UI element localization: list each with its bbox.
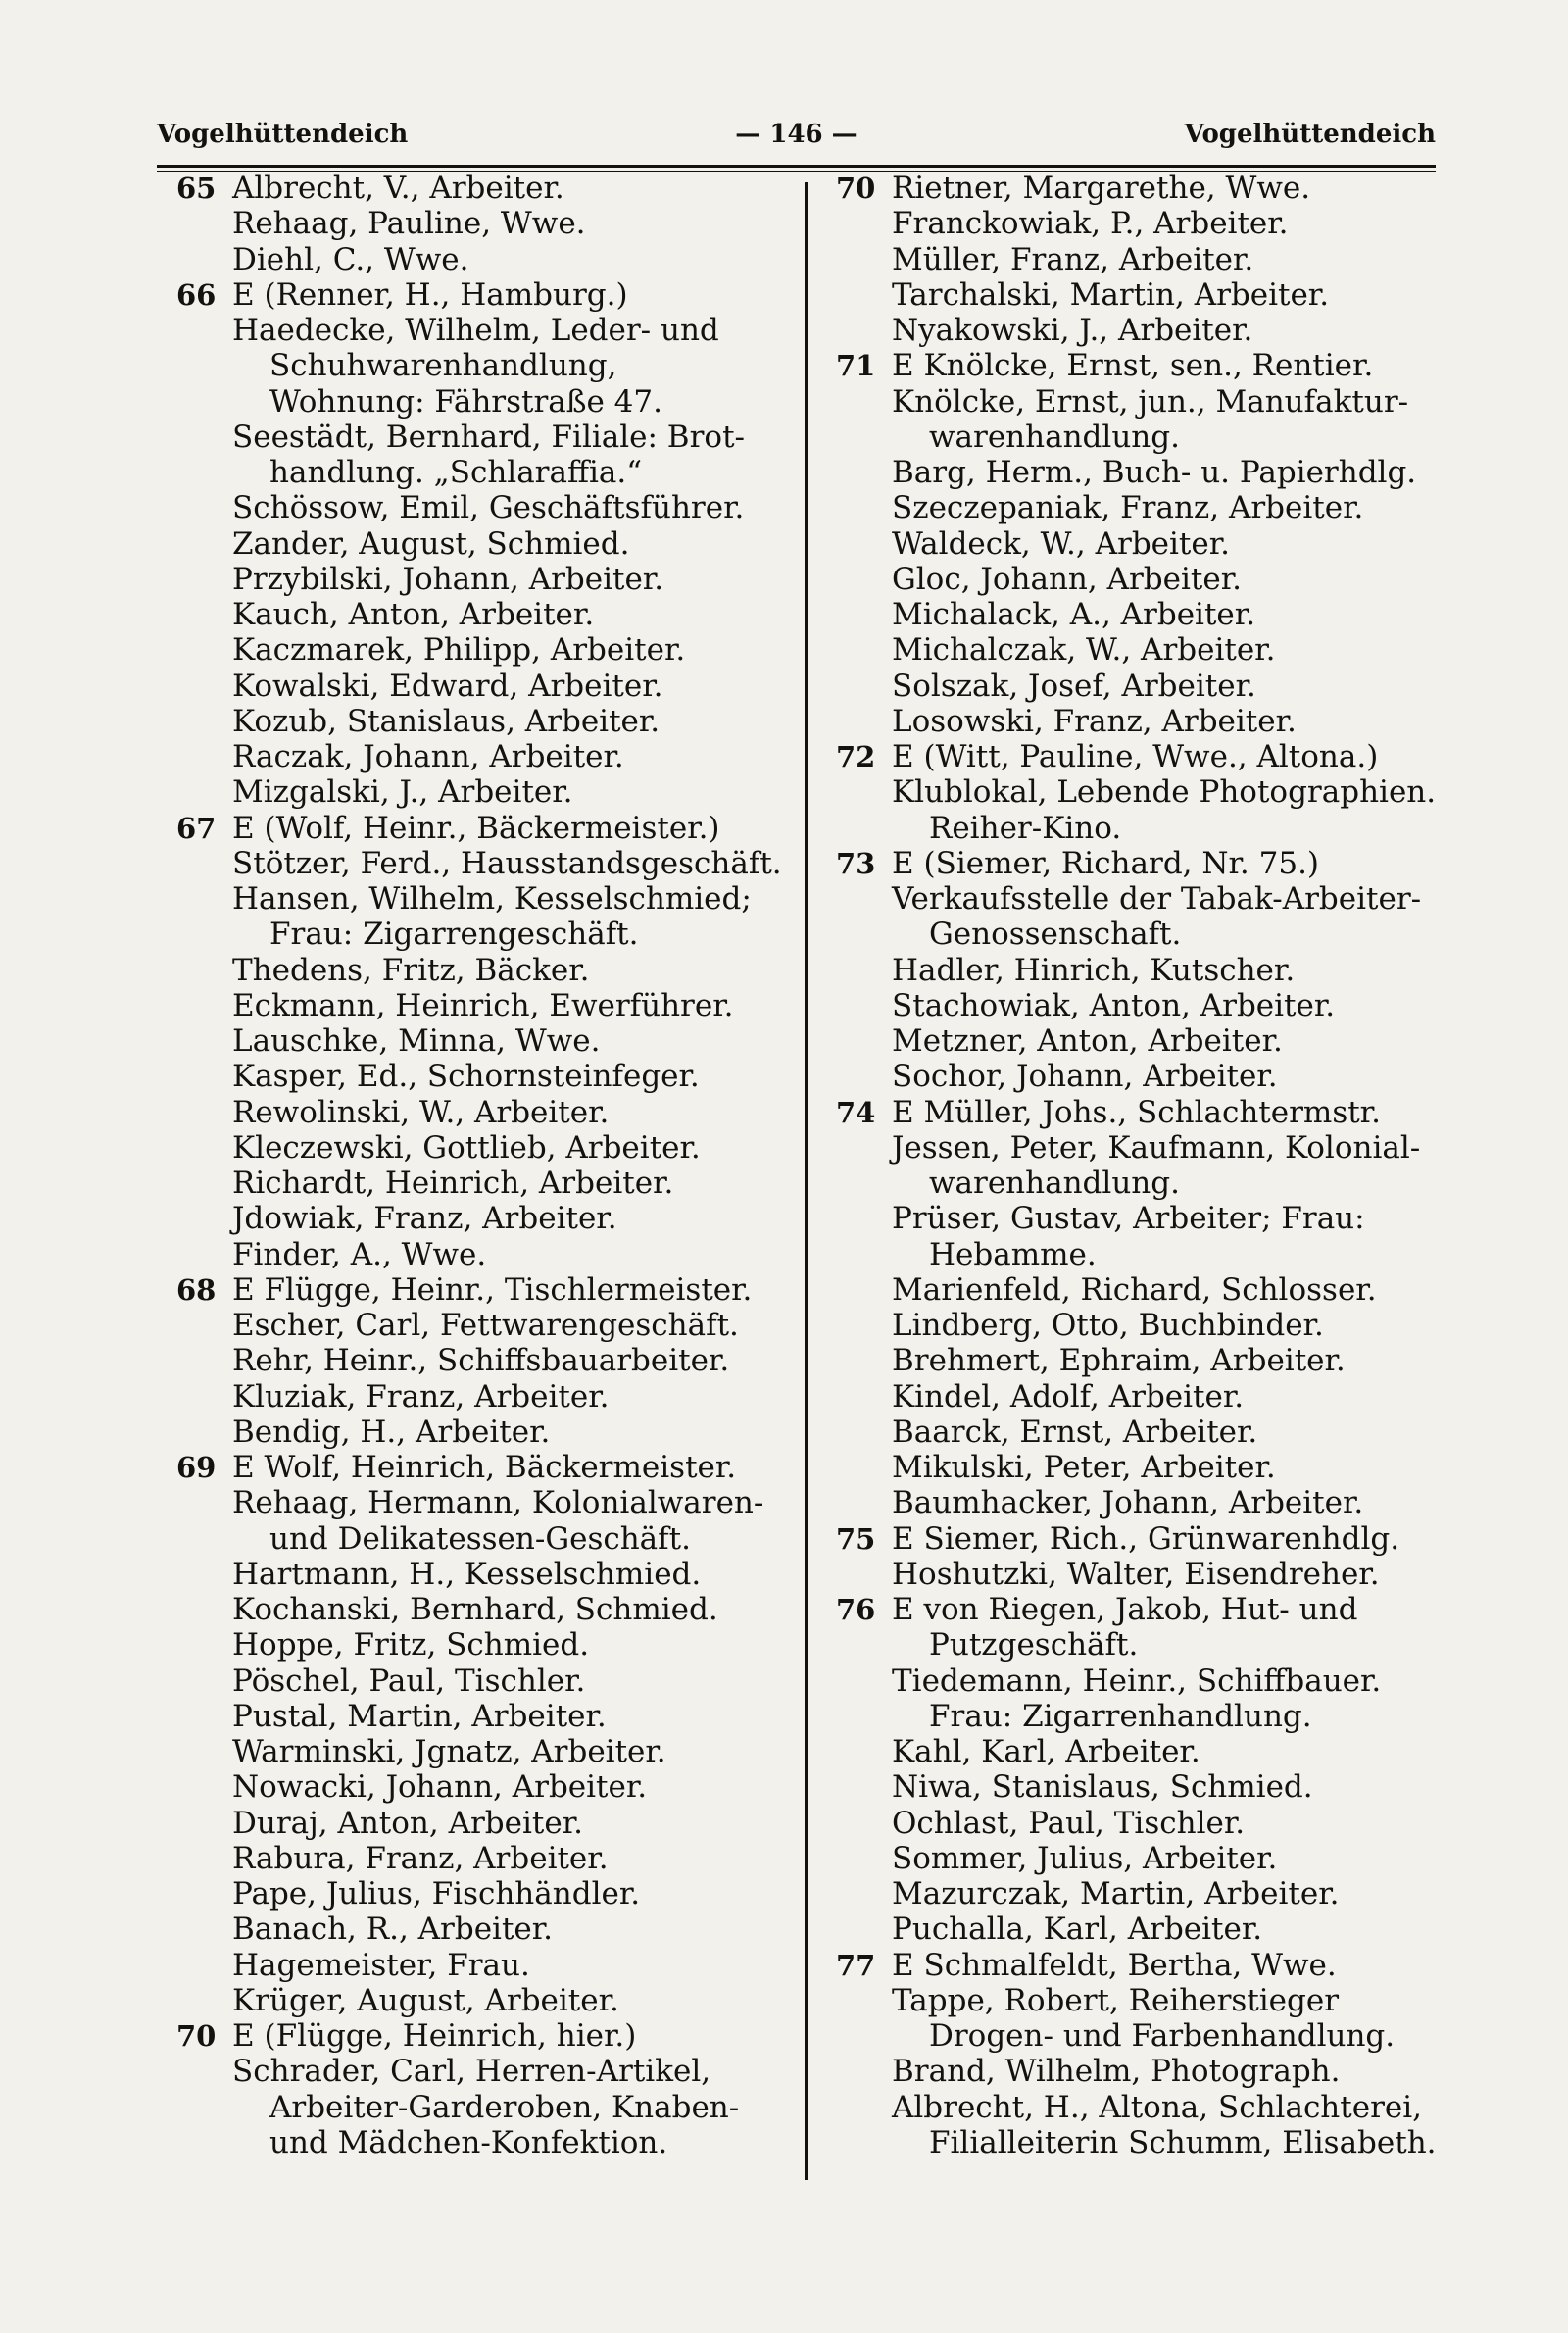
entry-text: Albrecht, H., Altona, Schlachterei, (892, 2089, 1423, 2125)
entry-text: Frau: Zigarrengeschäft. (270, 917, 639, 953)
directory-entry (176, 1095, 784, 1130)
entry-text: E Knölcke, Ernst, sen., Rentier. (892, 348, 1374, 384)
house-number: 70 (176, 2019, 217, 2053)
entry-text: Schuhwarenhandlung, (270, 348, 617, 384)
entry-text: Stachowiak, Anton, Arbeiter. (892, 987, 1336, 1023)
entry-text: E Wolf, Heinrich, Bäckermeister. (232, 1450, 737, 1485)
directory-entry (836, 1485, 1444, 1520)
directory-entry (176, 1485, 784, 1520)
directory-entry (176, 490, 784, 525)
entry-text: Sommer, Julius, Arbeiter. (892, 1840, 1278, 1876)
house-number: 70 (836, 172, 876, 205)
house-number: 75 (836, 1521, 876, 1556)
directory-entry (176, 562, 784, 597)
entry-text: Barg, Herm., Buch- u. Papierhdlg. (892, 455, 1417, 490)
directory-entry (836, 526, 1444, 562)
directory-entry (176, 2018, 784, 2054)
directory-entry (176, 1023, 784, 1059)
directory-entry (176, 277, 784, 313)
entry-text: und Delikatessen-Geschäft. (270, 1520, 691, 1557)
entry-text: E Müller, Johs., Schlachtermstr. (892, 1094, 1381, 1130)
directory-entry (836, 1663, 1444, 1699)
entry-text: Lindberg, Otto, Buchbinder. (892, 1308, 1324, 1343)
entry-text: Szeczepaniak, Franz, Arbeiter. (892, 490, 1364, 526)
entry-text: warenhandlung. (929, 1166, 1180, 1201)
directory-entry (176, 1948, 784, 1983)
directory-entry (176, 1415, 784, 1450)
entry-text: Tiedemann, Heinr., Schiffbauer. (892, 1663, 1382, 1699)
directory-entry (176, 1059, 784, 1094)
house-number: 73 (836, 846, 876, 880)
entry-text: Hansen, Wilhelm, Kesselschmied; (232, 881, 752, 917)
entry-text: Bendig, H., Arbeiter. (232, 1414, 551, 1450)
directory-entry (836, 1592, 1444, 1627)
directory-entry (836, 1948, 1444, 1983)
directory-entry (836, 1166, 1444, 1201)
directory-entry (176, 420, 784, 455)
directory-entry (836, 597, 1444, 632)
directory-entry (836, 953, 1444, 988)
entry-text: Hoppe, Fritz, Schmied. (232, 1627, 590, 1663)
directory-entry (176, 1699, 784, 1734)
entry-text: handlung. „Schlaraffia.“ (270, 455, 643, 490)
entry-text: Jessen, Peter, Kaufmann, Kolonial- (892, 1129, 1421, 1166)
entry-text: Mazurczak, Martin, Arbeiter. (892, 1876, 1340, 1911)
entry-text: Mikulski, Peter, Arbeiter. (892, 1450, 1276, 1485)
entry-text: E von Riegen, Jakob, Hut- und (892, 1592, 1358, 1627)
directory-entry (836, 455, 1444, 490)
directory-entry (836, 1308, 1444, 1343)
directory-entry (836, 1415, 1444, 1450)
directory-entry (176, 1450, 784, 1485)
house-number: 68 (176, 1272, 217, 1307)
entry-text: Baarck, Ernst, Arbeiter. (892, 1414, 1258, 1450)
directory-entry (176, 846, 784, 881)
entry-text: Waldeck, W., Arbeiter. (892, 525, 1230, 562)
entry-text: Kleczewski, Gottlieb, Arbeiter. (232, 1129, 701, 1166)
directory-entry (176, 704, 784, 739)
entry-text: Hadler, Hinrich, Kutscher. (892, 952, 1296, 988)
directory-entry (176, 455, 784, 490)
directory-entry (836, 739, 1444, 774)
directory-entry (836, 1272, 1444, 1308)
entry-text: Albrecht, V., Arbeiter. (232, 171, 564, 206)
running-head-left: Vogelhüttendeich (157, 120, 409, 149)
directory-entry (836, 704, 1444, 739)
entry-text: Kozub, Stanislaus, Arbeiter. (232, 703, 661, 739)
entry-text: Genossenschaft. (929, 917, 1182, 953)
directory-entry (836, 1841, 1444, 1876)
directory-entry (176, 988, 784, 1023)
entry-text: Kaczmarek, Philipp, Arbeiter. (232, 632, 686, 669)
directory-entry (176, 242, 784, 277)
entry-text: Hagemeister, Frau. (232, 1947, 530, 1983)
directory-entry (176, 1308, 784, 1343)
entry-text: Schrader, Carl, Herren-Artikel, (232, 2054, 711, 2090)
directory-entry (836, 1876, 1444, 1911)
directory-entry (176, 1130, 784, 1166)
directory-entry (836, 1237, 1444, 1272)
directory-entry (836, 632, 1444, 668)
entry-text: Kochanski, Bernhard, Schmied. (232, 1592, 718, 1627)
entry-text: Hebamme. (929, 1236, 1097, 1272)
directory-entry (176, 1769, 784, 1805)
left-column (176, 171, 784, 2160)
house-number: 71 (836, 349, 876, 383)
entry-text: Escher, Carl, Fettwarengeschäft. (232, 1308, 739, 1343)
entry-text: Rehr, Heinr., Schiffsbauarbeiter. (232, 1343, 730, 1379)
entry-text: Solszak, Josef, Arbeiter. (892, 668, 1256, 704)
directory-entry (836, 881, 1444, 917)
directory-entry (176, 1983, 784, 2018)
directory-entry (176, 171, 784, 206)
entry-text: Pöschel, Paul, Tischler. (232, 1663, 586, 1699)
running-head-right: Vogelhüttendeich (1184, 120, 1436, 149)
entry-text: Mizgalski, J., Arbeiter. (232, 774, 573, 811)
directory-entry (836, 1095, 1444, 1130)
entry-text: Lauschke, Minna, Wwe. (232, 1023, 601, 1059)
entry-text: E (Renner, H., Hamburg.) (232, 276, 628, 313)
directory-entry (836, 242, 1444, 277)
directory-entry (836, 206, 1444, 241)
directory-entry (176, 1272, 784, 1308)
directory-entry (176, 739, 784, 774)
directory-entry (836, 2054, 1444, 2089)
entry-text: Losowski, Franz, Arbeiter. (892, 703, 1297, 739)
entry-text: Warminski, Jgnatz, Arbeiter. (232, 1734, 666, 1769)
directory-entry (836, 1201, 1444, 1236)
entry-text: E (Wolf, Heinr., Bäckermeister.) (232, 810, 720, 846)
directory-entry (176, 1627, 784, 1663)
entry-text: E Schmalfeldt, Bertha, Wwe. (892, 1947, 1337, 1983)
entry-text: Putzgeschäft. (929, 1627, 1139, 1663)
directory-entry (176, 1734, 784, 1769)
right-column (836, 171, 1444, 2160)
entry-text: Knölcke, Ernst, jun., Manufaktur- (892, 383, 1409, 420)
directory-entry (176, 632, 784, 668)
entry-text: Tarchalski, Martin, Arbeiter. (892, 276, 1330, 313)
directory-entry (176, 2125, 784, 2160)
directory-entry (836, 846, 1444, 881)
directory-entry (836, 917, 1444, 952)
directory-entry (176, 2090, 784, 2125)
entry-text: Michalczak, W., Arbeiter. (892, 632, 1276, 669)
house-number: 76 (836, 1593, 876, 1626)
directory-entry (176, 917, 784, 952)
entry-text: Eckmann, Heinrich, Ewerführer. (232, 987, 734, 1023)
house-number: 66 (176, 277, 217, 312)
entry-text: Verkaufsstelle der Tabak-Arbeiter- (892, 881, 1422, 917)
directory-entry (836, 1557, 1444, 1592)
house-number: 65 (176, 172, 217, 205)
directory-entry (176, 1557, 784, 1592)
entry-text: Gloc, Johann, Arbeiter. (892, 561, 1242, 597)
entry-text: Tappe, Robert, Reiherstieger (892, 1982, 1340, 2018)
entry-text: Kindel, Adolf, Arbeiter. (892, 1378, 1245, 1415)
entry-text: Thedens, Fritz, Bäcker. (232, 952, 590, 988)
entry-text: E Flügge, Heinr., Tischlermeister. (232, 1271, 753, 1308)
entry-text: Kowalski, Edward, Arbeiter. (232, 668, 663, 704)
entry-text: Kahl, Karl, Arbeiter. (892, 1734, 1200, 1769)
directory-entry (176, 1911, 784, 1947)
entry-text: E (Siemer, Richard, Nr. 75.) (892, 845, 1320, 881)
directory-entry (176, 1876, 784, 1911)
directory-entry (836, 1734, 1444, 1769)
directory-entry (176, 881, 784, 917)
entry-text: Jdowiak, Franz, Arbeiter. (232, 1201, 617, 1237)
entry-text: Kluziak, Franz, Arbeiter. (232, 1378, 610, 1415)
entry-text: Duraj, Anton, Arbeiter. (232, 1805, 583, 1841)
directory-entry (176, 384, 784, 420)
entry-text: Niwa, Stanislaus, Schmied. (892, 1769, 1313, 1806)
entry-text: Sochor, Johann, Arbeiter. (892, 1059, 1278, 1095)
entry-text: warenhandlung. (929, 419, 1180, 455)
entry-text: Drogen- und Farbenhandlung. (929, 2018, 1396, 2054)
entry-text: Diehl, C., Wwe. (232, 241, 469, 277)
entry-text: E (Flügge, Heinrich, hier.) (232, 2018, 637, 2054)
entry-text: Prüser, Gustav, Arbeiter; Frau: (892, 1201, 1365, 1237)
entry-text: Brehmert, Ephraim, Arbeiter. (892, 1343, 1346, 1379)
entry-text: und Mädchen-Konfektion. (270, 2124, 668, 2160)
entry-text: Finder, A., Wwe. (232, 1236, 487, 1272)
directory-entry (176, 1521, 784, 1557)
directory-entry (836, 171, 1444, 206)
entry-text: Nowacki, Johann, Arbeiter. (232, 1769, 648, 1806)
entry-text: E Siemer, Rich., Grünwarenhdlg. (892, 1520, 1400, 1557)
entry-text: Nyakowski, J., Arbeiter. (892, 313, 1253, 348)
house-number: 74 (836, 1095, 876, 1129)
directory-entry (836, 1379, 1444, 1415)
entry-text: Puchalla, Karl, Arbeiter. (892, 1911, 1263, 1948)
directory-entry (176, 774, 784, 810)
directory-entry (836, 1627, 1444, 1663)
directory-entry (176, 1592, 784, 1627)
directory-entry (836, 313, 1444, 348)
directory-entry (836, 1343, 1444, 1378)
entry-text: Marienfeld, Richard, Schlosser. (892, 1271, 1377, 1308)
directory-entry (176, 206, 784, 241)
entry-text: Hoshutzki, Walter, Eisendreher. (892, 1556, 1380, 1592)
entry-text: Stötzer, Ferd., Hausstandsgeschäft. (232, 845, 782, 881)
directory-entry (836, 669, 1444, 704)
header-rule-thick (157, 165, 1436, 168)
directory-entry (836, 2125, 1444, 2160)
directory-entry (176, 2054, 784, 2089)
entry-text: Rehaag, Pauline, Wwe. (232, 206, 586, 242)
directory-entry (836, 277, 1444, 313)
page-number: — 146 — (735, 120, 858, 149)
directory-entry (836, 562, 1444, 597)
house-number: 67 (176, 811, 217, 845)
entry-text: Pape, Julius, Fischhändler. (232, 1876, 641, 1911)
directory-entry (836, 2090, 1444, 2125)
directory-entry (836, 348, 1444, 383)
entry-text: Filialleiterin Schumm, Elisabeth. (929, 2124, 1437, 2160)
entry-text: Reiher-Kino. (929, 810, 1122, 846)
directory-entry (836, 1023, 1444, 1059)
entry-text: Raczak, Johann, Arbeiter. (232, 739, 624, 774)
entry-text: Rewolinski, W., Arbeiter. (232, 1094, 610, 1130)
entry-text: Michalack, A., Arbeiter. (892, 597, 1256, 632)
entry-text: Richardt, Heinrich, Arbeiter. (232, 1166, 674, 1201)
directory-entry (836, 1983, 1444, 2018)
directory-entry (176, 1343, 784, 1378)
directory-entry (836, 1130, 1444, 1166)
entry-text: Brand, Wilhelm, Photograph. (892, 2054, 1341, 2090)
entry-text: Franckowiak, P., Arbeiter. (892, 206, 1289, 242)
directory-entry (176, 1379, 784, 1415)
directory-entry (176, 597, 784, 632)
directory-entry (836, 1806, 1444, 1841)
house-number: 69 (176, 1451, 217, 1484)
directory-entry (836, 988, 1444, 1023)
house-number: 72 (836, 740, 876, 773)
directory-entry (176, 1237, 784, 1272)
entry-text: Kasper, Ed., Schornsteinfeger. (232, 1059, 700, 1095)
entry-text: E (Witt, Pauline, Wwe., Altona.) (892, 739, 1379, 774)
directory-entry (176, 1841, 784, 1876)
entry-text: Rabura, Franz, Arbeiter. (232, 1840, 609, 1876)
directory-entry (176, 1663, 784, 1699)
entry-text: Haedecke, Wilhelm, Leder- und (232, 313, 719, 348)
directory-entry (836, 774, 1444, 810)
entry-text: Pustal, Martin, Arbeiter. (232, 1698, 607, 1734)
entry-text: Arbeiter-Garderoben, Knaben- (270, 2089, 740, 2125)
directory-entry (836, 1911, 1444, 1947)
entry-text: Zander, August, Schmied. (232, 525, 630, 562)
entry-text: Banach, R., Arbeiter. (232, 1911, 554, 1948)
entry-text: Przybilski, Johann, Arbeiter. (232, 561, 664, 597)
directory-entry (176, 811, 784, 846)
directory-entry (836, 420, 1444, 455)
entry-text: Wohnung: Fährstraße 47. (270, 383, 662, 420)
directory-entry (176, 348, 784, 383)
entry-text: Schössow, Emil, Geschäftsführer. (232, 490, 745, 526)
directory-entry (836, 1450, 1444, 1485)
entry-text: Baumhacker, Johann, Arbeiter. (892, 1485, 1364, 1521)
directory-entry (176, 953, 784, 988)
directory-entry (836, 811, 1444, 846)
entry-text: Seestädt, Bernhard, Filiale: Brot- (232, 419, 746, 455)
directory-entry (836, 1521, 1444, 1557)
entry-text: Frau: Zigarrenhandlung. (929, 1698, 1312, 1734)
directory-entry (836, 1699, 1444, 1734)
entry-text: Müller, Franz, Arbeiter. (892, 241, 1254, 277)
page-header (157, 110, 1436, 157)
entry-text: Hartmann, H., Kesselschmied. (232, 1556, 702, 1592)
entry-text: Krüger, August, Arbeiter. (232, 1982, 619, 2018)
directory-entry (176, 1201, 784, 1236)
directory-entry (176, 1166, 784, 1201)
directory-entry (176, 526, 784, 562)
directory-entry (836, 1769, 1444, 1805)
directory-entry (836, 384, 1444, 420)
directory-entry (176, 313, 784, 348)
directory-entry (176, 1806, 784, 1841)
directory-entry (836, 490, 1444, 525)
directory-entry (176, 669, 784, 704)
directory-entry (836, 2018, 1444, 2054)
entry-text: Rehaag, Hermann, Kolonialwaren- (232, 1485, 764, 1521)
entry-text: Kauch, Anton, Arbeiter. (232, 597, 595, 632)
directory-entry (836, 1059, 1444, 1094)
entry-text: Metzner, Anton, Arbeiter. (892, 1023, 1283, 1059)
entry-text: Klublokal, Lebende Photographien. (892, 774, 1437, 811)
column-divider (805, 182, 808, 2180)
entry-text: Rietner, Margarethe, Wwe. (892, 171, 1311, 206)
house-number: 77 (836, 1948, 876, 1982)
entry-text: Ochlast, Paul, Tischler. (892, 1805, 1246, 1841)
